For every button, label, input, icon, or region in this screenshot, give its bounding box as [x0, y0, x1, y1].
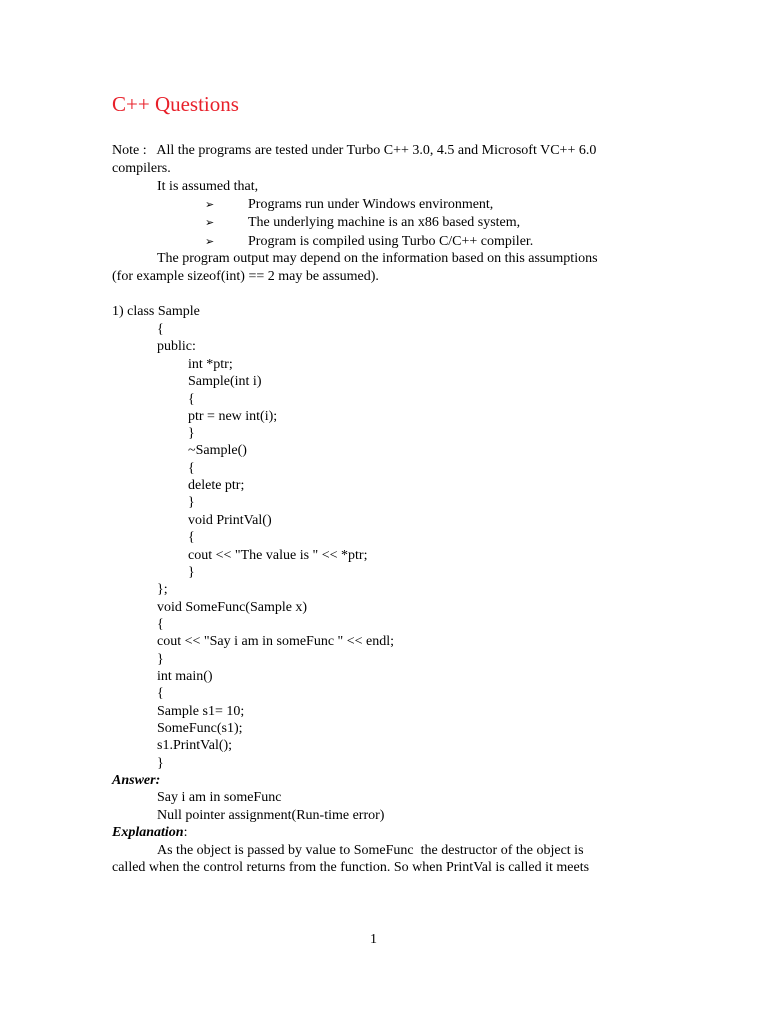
code-line: };	[157, 582, 168, 597]
code-line: int main()	[157, 669, 213, 684]
code-line: {	[188, 392, 195, 407]
bullet-arrow-icon: ➢	[205, 216, 215, 229]
bullet-item: Program is compiled using Turbo C/C++ compiler.	[248, 234, 534, 249]
code-line: s1.PrintVal();	[157, 738, 233, 753]
code-line: Sample s1= 10;	[157, 704, 245, 719]
code-line: }	[188, 426, 195, 441]
code-line: void PrintVal()	[188, 513, 272, 528]
code-line: public:	[157, 339, 196, 354]
answer-line: Say i am in someFunc	[157, 790, 282, 805]
code-line: cout << "Say i am in someFunc " << endl;	[157, 634, 395, 649]
code-line: }	[157, 756, 164, 771]
bullet-arrow-icon: ➢	[205, 198, 215, 211]
code-line: delete ptr;	[188, 478, 245, 493]
bullet-arrow-icon: ➢	[205, 235, 215, 248]
output-note-line-2: (for example sizeof(int) == 2 may be assumed).	[112, 269, 379, 284]
question-label: 1) class Sample	[112, 304, 200, 319]
explanation-colon: :	[183, 825, 188, 840]
code-line: }	[157, 652, 164, 667]
bullet-item: The underlying machine is an x86 based system,	[248, 215, 521, 230]
explanation-line-2: called when the control returns from the function. So when PrintVal is called it meets	[112, 860, 590, 875]
bullet-item: Programs run under Windows environment,	[248, 197, 494, 212]
code-line: Sample(int i)	[188, 374, 262, 389]
answer-label: Answer:	[112, 773, 161, 788]
code-line: void SomeFunc(Sample x)	[157, 600, 308, 615]
output-note-line-1: The program output may depend on the information based on this assumptions	[157, 251, 598, 266]
code-line: {	[157, 322, 164, 337]
note-line-2: compilers.	[112, 161, 171, 176]
code-line: }	[188, 565, 195, 580]
code-line: }	[188, 495, 195, 510]
code-line: int *ptr;	[188, 357, 233, 372]
document-title: C++ Questions	[112, 92, 239, 116]
explanation-line-1: As the object is passed by value to SomeFunc the destructor of the object is	[157, 843, 584, 858]
code-line: cout << "The value is " << *ptr;	[188, 548, 368, 563]
code-line: ~Sample()	[188, 443, 247, 458]
code-line: {	[188, 530, 195, 545]
code-line: {	[188, 461, 195, 476]
assumption-intro: It is assumed that,	[157, 179, 259, 194]
explanation-heading	[112, 825, 187, 841]
note-line-1: Note : All the programs are tested under Turbo C++ 3.0, 4.5 and Microsoft VC++ 6.0	[112, 143, 597, 158]
code-line: ptr = new int(i);	[188, 409, 278, 424]
page-number: 1	[370, 932, 377, 947]
code-line: {	[157, 686, 164, 701]
code-line: {	[157, 617, 164, 632]
code-line: SomeFunc(s1);	[157, 721, 243, 736]
answer-line: Null pointer assignment(Run-time error)	[157, 808, 385, 823]
explanation-label: Explanation	[112, 825, 184, 840]
